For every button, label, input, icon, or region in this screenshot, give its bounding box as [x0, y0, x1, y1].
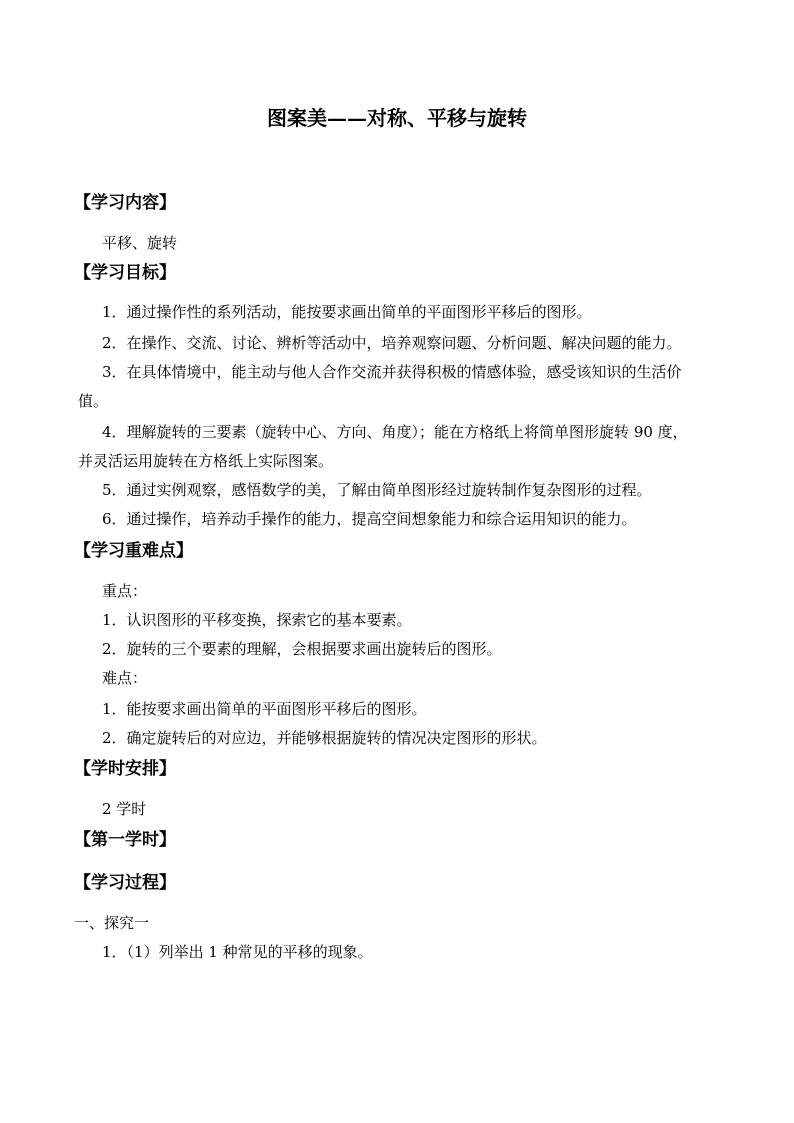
difficult-point-item-1: 1．能按要求画出简单的平面图形平移后的图形。: [102, 700, 427, 718]
key-points-label: 重点：: [102, 582, 148, 600]
goal-item-4: 4．理解旋转的三要素（旋转中心、方向、角度）；能在方格纸上将简单图形旋转 90 度，: [102, 423, 688, 441]
difficult-point-item-2: 2．确定旋转后的对应边，并能够根据旋转的情况决定图形的形状。: [102, 729, 547, 747]
goal-item-6: 6．通过操作，培养动手操作的能力，提高空间想象能力和综合运用知识的能力。: [102, 510, 637, 528]
process-item-1: 1．（1）列举出 1 种常见的平移的现象。: [102, 943, 373, 961]
key-point-item-2: 2．旋转的三个要素的理解，会根据要求画出旋转后的图形。: [102, 640, 502, 658]
goal-item-3: 3．在具体情境中，能主动与他人合作交流并获得积极的情感体验，感受该知识的生活价: [102, 363, 682, 381]
goal-item-1: 1．通过操作性的系列活动，能按要求画出简单的平面图形平移后的图形。: [102, 303, 592, 321]
difficult-points-label: 难点：: [102, 669, 148, 687]
page-title: 图案美——对称、平移与旋转: [267, 106, 527, 130]
goal-item-3-cont: 值。: [78, 392, 109, 410]
heading-schedule: 【学时安排】: [74, 759, 176, 779]
heading-key-difficult-points: 【学习重难点】: [74, 541, 193, 561]
schedule-text: 2 学时: [102, 800, 147, 818]
goal-item-2: 2．在操作、交流、讨论、辨析等活动中，培养观察问题、分析问题、解决问题的能力。: [102, 334, 682, 352]
goal-item-4-cont: 并灵活运用旋转在方格纸上实际图案。: [78, 452, 334, 470]
learning-content-text: 平移、旋转: [102, 234, 178, 252]
goal-item-5: 5．通过实例观察，感悟数学的美，了解由简单图形经过旋转制作复杂图形的过程。: [102, 481, 652, 499]
heading-learning-content: 【学习内容】: [74, 193, 176, 213]
process-part-heading: 一、探究一: [74, 914, 150, 932]
heading-first-lesson: 【第一学时】: [74, 830, 176, 850]
heading-learning-process: 【学习过程】: [74, 873, 176, 893]
heading-learning-goals: 【学习目标】: [74, 263, 176, 283]
key-point-item-1: 1．认识图形的平移变换，探索它的基本要素。: [102, 611, 412, 629]
